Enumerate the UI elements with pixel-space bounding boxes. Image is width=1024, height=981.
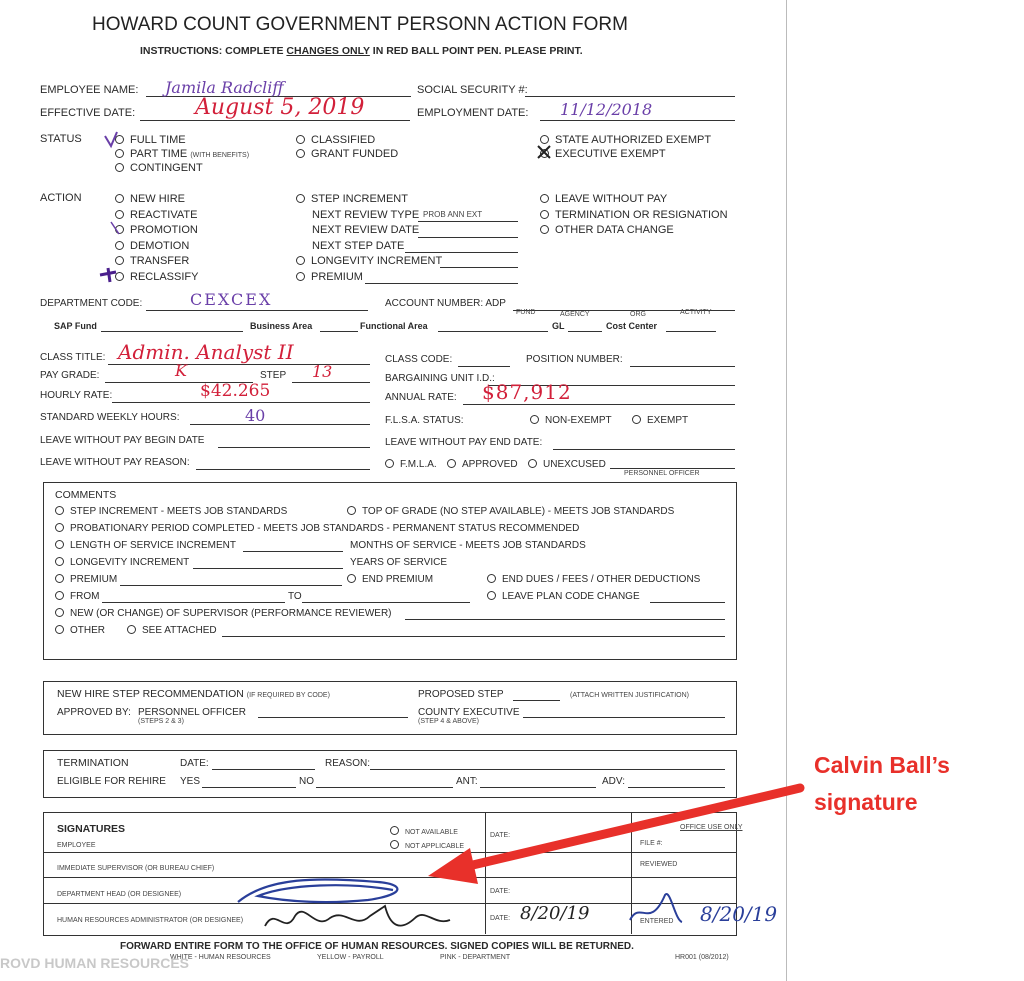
copy-yellow: YELLOW - PAYROLL	[317, 954, 384, 961]
comment-supervisor[interactable]	[55, 608, 392, 619]
lwop-begin-line	[218, 447, 370, 448]
action-lwop[interactable]	[540, 193, 667, 205]
part-time-note: (WITH BENEFITS)	[190, 152, 250, 159]
non-exempt-label: NON-EXEMPT	[545, 415, 612, 426]
action-promotion-label: PROMOTION	[130, 224, 198, 236]
weekly-hours-line	[190, 424, 370, 425]
comment-from[interactable]	[55, 591, 99, 602]
annual-rate-line	[463, 404, 735, 405]
weekly-hours-label: STANDARD WEEKLY HOURS:	[40, 412, 180, 423]
account-number-label: ACCOUNT NUMBER: ADP	[385, 298, 506, 309]
radio-icon	[540, 135, 549, 144]
radio-icon	[55, 625, 64, 634]
employment-date-value: 11/12/2018	[560, 100, 653, 119]
approved-option[interactable]	[447, 459, 518, 470]
status-contingent-label: CONTINGENT	[130, 162, 203, 174]
ssn-line	[525, 96, 735, 97]
comment-premium[interactable]	[55, 574, 117, 585]
annual-rate-label: ANNUAL RATE:	[385, 392, 457, 403]
radio-icon	[528, 459, 537, 468]
dept-code-label: DEPARTMENT CODE:	[40, 298, 143, 309]
status-part-time[interactable]	[115, 148, 249, 160]
annotation-label-line1: Calvin Ball’s	[814, 752, 950, 778]
status-exec-exempt[interactable]	[540, 148, 666, 160]
ant-label: ANT:	[456, 776, 478, 787]
radio-icon	[347, 574, 356, 583]
instructions-em: CHANGES ONLY	[286, 45, 370, 57]
comment-top-of-grade-label: TOP OF GRADE (NO STEP AVAILABLE) - MEETS JOB STANDARDS	[362, 506, 675, 517]
radio-icon	[127, 625, 136, 634]
step-line	[292, 382, 370, 383]
gl-line	[568, 331, 602, 332]
position-number-label: POSITION NUMBER:	[526, 354, 623, 365]
radio-icon	[296, 149, 305, 158]
approved-by-label: APPROVED BY:	[57, 707, 131, 718]
radio-icon	[487, 574, 496, 583]
lwop-end-label: LEAVE WITHOUT PAY END DATE:	[385, 437, 543, 448]
hourly-rate-line	[112, 402, 370, 403]
review-type-value: PROB ANN EXT	[423, 210, 483, 219]
not-available-label: NOT AVAILABLE	[405, 829, 458, 836]
radio-icon	[296, 256, 305, 265]
status-exec-exempt-label: EXECUTIVE EXEMPT	[555, 148, 666, 160]
radio-icon	[115, 241, 124, 250]
radio-icon	[55, 574, 64, 583]
employment-date-label: EMPLOYMENT DATE:	[417, 107, 529, 119]
checkmark-icon	[102, 130, 124, 154]
class-title-label: CLASS TITLE:	[40, 352, 106, 363]
sig-date-label: DATE:	[490, 888, 511, 895]
weekly-hours-value: 40	[245, 406, 266, 425]
effective-date-line	[140, 120, 410, 121]
from-label: FROM	[70, 591, 100, 602]
action-reactivate[interactable]	[115, 209, 197, 221]
entered-initials-icon	[620, 890, 690, 934]
comment-length-service[interactable]	[55, 540, 236, 551]
comment-leave-plan[interactable]	[487, 591, 640, 602]
step-increment-label: STEP INCREMENT	[311, 193, 408, 205]
instructions-pre: INSTRUCTIONS: COMPLETE	[140, 45, 287, 57]
lwop-reason-line	[196, 469, 370, 470]
x-mark-icon	[536, 144, 552, 160]
action-demotion[interactable]	[115, 240, 189, 252]
new-hire-heading-label: NEW HIRE STEP RECOMMENDATION	[57, 688, 244, 700]
status-contingent[interactable]	[115, 162, 203, 174]
bargaining-label: BARGAINING UNIT I.D.:	[385, 373, 495, 384]
sig-supervisor-caption: IMMEDIATE SUPERVISOR (OR BUREAU CHIEF)	[57, 865, 215, 872]
comment-premium-label: PREMIUM	[70, 574, 118, 585]
business-area-label: Business Area	[250, 321, 313, 331]
agency-label: AGENCY	[560, 311, 590, 318]
leave-plan-line	[650, 602, 725, 603]
eligible-rehire-label: ELIGIBLE FOR REHIRE	[57, 776, 166, 787]
unexcused-option[interactable]	[528, 459, 606, 470]
radio-icon	[55, 608, 64, 617]
attach-note: (ATTACH WRITTEN JUSTIFICATION)	[570, 692, 689, 699]
radio-icon	[55, 523, 64, 532]
effective-date-value: August 5, 2019	[195, 95, 365, 120]
action-step-increment[interactable]	[296, 193, 408, 205]
years-service-label: YEARS OF SERVICE	[350, 557, 448, 568]
employee-name-label: EMPLOYEE NAME:	[40, 84, 139, 96]
comment-step-increment-label: STEP INCREMENT - MEETS JOB STANDARDS	[70, 506, 288, 517]
action-longevity[interactable]	[296, 255, 442, 267]
flsa-label: F.L.S.A. STATUS:	[385, 415, 464, 426]
status-state-exempt[interactable]	[540, 134, 711, 146]
premium-comment-line	[120, 585, 342, 586]
reclassify-mark-icon	[98, 264, 128, 286]
radio-icon	[530, 415, 539, 424]
status-classified-label: CLASSIFIED	[311, 134, 376, 146]
radio-icon	[540, 210, 549, 219]
step-value: 13	[312, 362, 333, 381]
end-premium-label: END PREMIUM	[362, 574, 434, 585]
business-area-line	[320, 331, 358, 332]
radio-icon	[115, 194, 124, 203]
radio-icon	[540, 225, 549, 234]
copy-pink: PINK - DEPARTMENT	[440, 954, 511, 961]
comment-end-premium[interactable]	[347, 574, 433, 585]
comments-heading: COMMENTS	[55, 489, 117, 501]
radio-icon	[447, 459, 456, 468]
comment-probationary[interactable]	[55, 523, 579, 534]
employee-name-value: Jamila Radcliff	[165, 78, 284, 97]
ssn-label: SOCIAL SECURITY #:	[417, 84, 528, 96]
radio-icon	[115, 163, 124, 172]
action-label: ACTION	[40, 192, 82, 204]
activity-label: ACTIVITY	[680, 309, 712, 316]
premium-label: PREMIUM	[311, 271, 363, 283]
action-demotion-label: DEMOTION	[130, 240, 190, 252]
office-use-label: OFFICE USE ONLY	[680, 824, 743, 831]
hourly-rate-label: HOURLY RATE:	[40, 390, 113, 401]
footer-instruction: FORWARD ENTIRE FORM TO THE OFFICE OF HUMAN RESOURCES. SIGNED COPIES WILL BE RETURNED.	[120, 941, 634, 952]
next-review-type-label: NEXT REVIEW TYPE	[312, 209, 420, 221]
status-classified[interactable]	[296, 134, 375, 146]
promotion-mark-icon	[108, 220, 122, 236]
entered-value: 8/20/19	[700, 902, 778, 926]
sap-fund-line	[101, 331, 243, 332]
radio-icon	[296, 194, 305, 203]
proposed-step-label: PROPOSED STEP	[418, 689, 504, 700]
comment-step-increment[interactable]	[55, 506, 287, 517]
radio-icon	[385, 459, 394, 468]
comment-end-dues[interactable]	[487, 574, 700, 585]
comment-length-service-label: LENGTH OF SERVICE INCREMENT	[70, 540, 236, 551]
personnel-officer-label: PERSONNEL OFFICER	[138, 707, 246, 718]
form-number: HR001 (08/2012)	[675, 954, 729, 961]
sig-dept-head-caption: DEPARTMENT HEAD (OR DESIGNEE)	[57, 891, 182, 898]
termination-reason-line	[370, 769, 725, 770]
comment-top-of-grade[interactable]	[347, 506, 674, 517]
dept-code-value: CEXCEX	[190, 290, 273, 309]
unexcused-label: UNEXCUSED	[543, 459, 606, 470]
action-reclassify-label: RECLASSIFY	[130, 271, 199, 283]
termination-reason-label: REASON:	[325, 758, 371, 769]
fmla-option[interactable]	[385, 459, 437, 470]
radio-icon	[55, 557, 64, 566]
county-exec-line	[523, 717, 725, 718]
exempt-label: EXEMPT	[647, 415, 689, 426]
lwop-end-line	[553, 449, 735, 450]
comment-longevity[interactable]	[55, 557, 189, 568]
instructions-post: IN RED BALL POINT PEN. PLEASE PRINT.	[369, 45, 583, 57]
termination-label: TERMINATION OR RESIGNATION	[555, 209, 728, 221]
radio-icon	[347, 506, 356, 515]
approved-label: APPROVED	[462, 459, 518, 470]
radio-icon	[632, 415, 641, 424]
cost-center-label: Cost Center	[606, 321, 658, 331]
county-exec-label: COUNTY EXECUTIVE	[418, 707, 520, 718]
end-dues-label: END DUES / FEES / OTHER DEDUCTIONS	[502, 574, 701, 585]
step-label: STEP	[260, 370, 287, 381]
to-line	[302, 602, 470, 603]
action-termination[interactable]	[540, 209, 728, 221]
radio-icon	[55, 591, 64, 600]
annotation-label-line2: signature	[814, 789, 918, 815]
sig-date-label: DATE:	[490, 832, 511, 839]
comment-probationary-label: PROBATIONARY PERIOD COMPLETED - MEETS JOB STANDARDS - PERMANENT STATUS RECOMMENDED	[70, 523, 580, 534]
class-code-label: CLASS CODE:	[385, 354, 453, 365]
adv-label: ADV:	[602, 776, 625, 787]
longevity-label: LONGEVITY INCREMENT	[311, 255, 443, 267]
form-instructions	[140, 45, 583, 57]
longevity-comment-line	[193, 568, 343, 569]
file-no-label: FILE #:	[640, 840, 663, 847]
termination-date-label: DATE:	[180, 758, 209, 769]
months-service-label: MONTHS OF SERVICE - MEETS JOB STANDARDS	[350, 540, 586, 551]
personnel-officer-caption: PERSONNEL OFFICER	[624, 470, 700, 477]
functional-area-label: Functional Area	[360, 321, 428, 331]
hr-stamp: ROVD HUMAN RESOURCES	[0, 955, 190, 971]
termination-date-line	[212, 769, 315, 770]
review-date-line	[418, 237, 518, 238]
proposed-step-line	[513, 700, 560, 701]
action-premium[interactable]	[296, 271, 363, 283]
sig-hr-admin-caption: HUMAN RESOURCES ADMINISTRATOR (OR DESIGNEE)	[57, 917, 244, 924]
action-promotion[interactable]	[115, 224, 198, 236]
radio-icon	[390, 840, 399, 849]
from-line	[102, 602, 285, 603]
supervisor-line	[405, 619, 725, 620]
cost-center-line	[666, 331, 716, 332]
lwop-begin-label: LEAVE WITHOUT PAY BEGIN DATE	[40, 435, 205, 446]
position-number-line	[630, 366, 735, 367]
radio-icon	[390, 826, 399, 835]
radio-icon	[487, 591, 496, 600]
to-label: TO	[288, 591, 302, 602]
copy-white: WHITE - HUMAN RESOURCES	[170, 954, 271, 961]
dept-code-line	[146, 310, 368, 311]
length-service-line	[243, 551, 343, 552]
rehire-yes-line	[202, 787, 296, 788]
functional-area-line	[438, 331, 548, 332]
entered-label: ENTERED	[640, 918, 674, 925]
status-label: STATUS	[40, 133, 82, 145]
pay-grade-value: K	[175, 361, 187, 380]
comment-other[interactable]	[55, 625, 105, 636]
action-reactivate-label: REACTIVATE	[130, 209, 198, 221]
lwop-label: LEAVE WITHOUT PAY	[555, 193, 668, 205]
org-label: ORG	[630, 311, 646, 318]
see-attached-label: SEE ATTACHED	[142, 625, 217, 636]
action-new-hire[interactable]	[115, 193, 185, 205]
flsa-non-exempt[interactable]	[530, 415, 612, 426]
termination-heading: TERMINATION	[57, 757, 129, 769]
not-applicable-label: NOT APPLICABLE	[405, 843, 465, 850]
effective-date-label: EFFECTIVE DATE:	[40, 107, 136, 119]
fund-label: FUND	[516, 309, 536, 316]
status-grant-funded-label: GRANT FUNDED	[311, 148, 399, 160]
lwop-reason-label: LEAVE WITHOUT PAY REASON:	[40, 457, 190, 468]
radio-icon	[55, 506, 64, 515]
class-title-value: Admin. Analyst II	[118, 340, 294, 364]
step-date-line	[405, 252, 518, 253]
red-arrow-icon	[420, 780, 810, 890]
steps-4-note: (STEP 4 & ABOVE)	[418, 718, 479, 725]
leave-plan-label: LEAVE PLAN CODE CHANGE	[502, 591, 640, 602]
gl-label: GL	[552, 321, 565, 331]
new-hire-heading	[57, 688, 330, 700]
rehire-yes-label: YES	[180, 776, 201, 787]
supervisor-label: NEW (OR CHANGE) OF SUPERVISOR (PERFORMANCE REVIEWER)	[70, 608, 392, 619]
sap-fund-label: SAP Fund	[54, 321, 97, 331]
comment-longevity-label: LONGEVITY INCREMENT	[70, 557, 190, 568]
other-change-label: OTHER DATA CHANGE	[555, 224, 674, 236]
annual-rate-value: $87,912	[482, 380, 572, 404]
sig-employee-caption: EMPLOYEE	[57, 842, 96, 849]
status-full-time-label: FULL TIME	[130, 134, 186, 146]
steps-23-note: (STEPS 2 & 3)	[138, 718, 184, 725]
status-state-exempt-label: STATE AUTHORIZED EXEMPT	[555, 134, 712, 146]
signatures-heading: SIGNATURES	[57, 823, 126, 835]
personnel-officer-line	[610, 468, 735, 469]
personnel-sign-line	[258, 717, 408, 718]
next-step-date-label: NEXT STEP DATE	[312, 240, 405, 252]
status-part-time-label: PART TIME	[130, 148, 188, 160]
action-transfer-label: TRANSFER	[130, 255, 190, 267]
radio-icon	[55, 540, 64, 549]
radio-icon	[296, 272, 305, 281]
premium-line	[365, 283, 518, 284]
form-title: HOWARD COUNT GOVERNMENT PERSONN ACTION FORM	[92, 14, 628, 35]
rehire-no-label: NO	[299, 776, 314, 787]
pay-grade-label: PAY GRADE:	[40, 370, 100, 381]
hr-date-value: 8/20/19	[520, 903, 590, 924]
fmla-label: F.M.L.A.	[400, 459, 437, 470]
employment-date-line	[540, 120, 735, 121]
action-other-change[interactable]	[540, 224, 674, 236]
radio-icon	[296, 135, 305, 144]
hr-admin-signature-icon	[260, 896, 470, 940]
review-type-line	[418, 221, 518, 222]
status-grant-funded[interactable]	[296, 148, 398, 160]
radio-icon	[540, 194, 549, 203]
new-hire-heading-note: (IF REQUIRED BY CODE)	[246, 692, 330, 699]
hourly-rate-value: $42.265	[200, 381, 271, 401]
comment-see-attached[interactable]	[127, 625, 217, 636]
sig-date-label: DATE:	[490, 915, 511, 922]
action-new-hire-label: NEW HIRE	[130, 193, 185, 205]
next-review-date-label: NEXT REVIEW DATE	[312, 224, 420, 236]
other-line	[222, 636, 725, 637]
class-code-line	[458, 366, 510, 367]
reviewed-label: REVIEWED	[640, 861, 678, 868]
other-label: OTHER	[70, 625, 105, 636]
flsa-exempt[interactable]	[632, 415, 688, 426]
radio-icon	[115, 210, 124, 219]
status-full-time[interactable]	[115, 134, 186, 146]
longevity-line	[440, 267, 518, 268]
